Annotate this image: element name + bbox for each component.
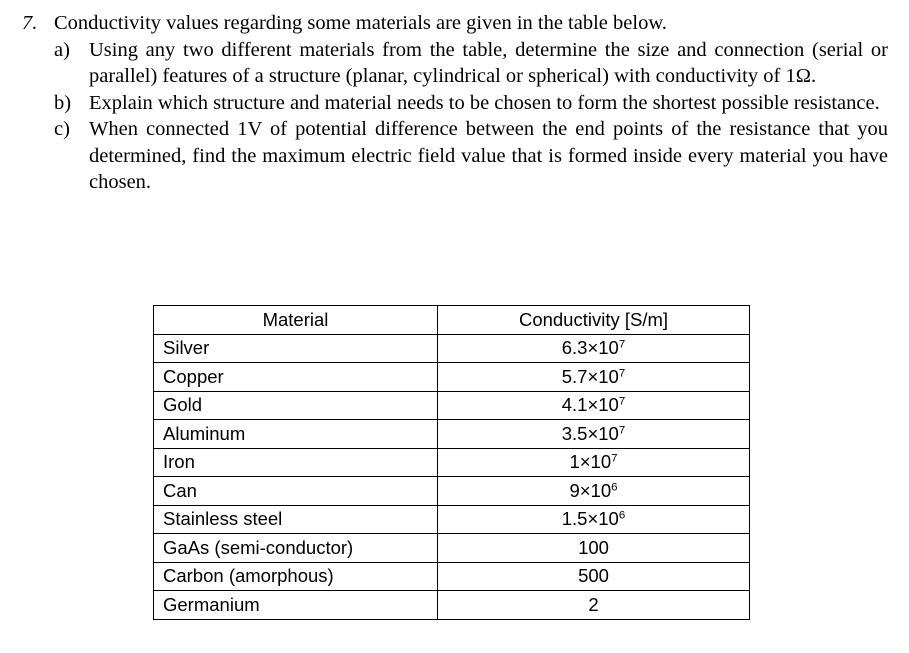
- conductivity-mantissa: 4.1×10: [561, 394, 619, 416]
- conductivity-exponent: 7: [618, 395, 626, 408]
- question-block: [22, 10, 888, 196]
- part-text: Using any two different materials from the table, determine the size and connection (serial or parallel) features of a structure (planar, cylindrical or spherical) with conductivity of 1Ω.: [89, 38, 888, 87]
- conductivity-mantissa: 500: [578, 565, 609, 587]
- material-cell: GaAs (semi-conductor): [154, 534, 438, 563]
- table-row: [154, 534, 750, 563]
- conductivity-mantissa: 3.5×10: [561, 422, 619, 444]
- conductivity-mantissa: 6.3×10: [561, 337, 619, 359]
- table-row: [154, 363, 750, 392]
- conductivity-exponent: 6: [618, 509, 626, 522]
- conductivity-exponent: 7: [618, 338, 626, 351]
- part-label: c): [54, 118, 70, 140]
- question-part-c: [54, 116, 888, 196]
- table-row: [154, 334, 750, 363]
- conductivity-cell: [438, 534, 750, 563]
- table-row: [154, 477, 750, 506]
- conductivity-cell: [438, 562, 750, 591]
- table-row: [154, 391, 750, 420]
- table-header-row: [154, 306, 750, 335]
- conductivity-cell: [438, 505, 750, 534]
- conductivity-mantissa: 1×10: [569, 451, 612, 473]
- conductivity-mantissa: 2: [588, 593, 599, 615]
- conductivity-exponent: 6: [611, 481, 618, 494]
- conductivity-cell: [438, 363, 750, 392]
- question-header: [22, 10, 888, 37]
- conductivity-exponent: 7: [618, 424, 626, 437]
- header-conductivity: Conductivity [S/m]: [438, 306, 750, 335]
- conductivity-cell: [438, 448, 750, 477]
- table-row: [154, 591, 750, 620]
- conductivity-mantissa: 5.7×10: [561, 365, 619, 387]
- material-cell: Gold: [154, 391, 438, 420]
- conductivity-table: [153, 305, 750, 620]
- question-part-b: [54, 90, 888, 117]
- question-part-a: [54, 37, 888, 90]
- part-text: When connected 1V of potential difference between the end points of the resistance that you determined, find the maximum electric field value that is formed inside every material you have chosen.: [89, 118, 888, 193]
- table-row: [154, 420, 750, 449]
- material-cell: Silver: [154, 334, 438, 363]
- part-text: Explain which structure and material needs to be chosen to form the shortest possible resistance.: [89, 91, 880, 114]
- part-label: b): [54, 91, 72, 114]
- material-cell: Germanium: [154, 591, 438, 620]
- question-number: 7.: [22, 12, 38, 34]
- material-cell: Carbon (amorphous): [154, 562, 438, 591]
- conductivity-mantissa: 1.5×10: [561, 508, 619, 530]
- conductivity-cell: [438, 334, 750, 363]
- material-cell: Can: [154, 477, 438, 506]
- material-cell: Stainless steel: [154, 505, 438, 534]
- conductivity-mantissa: 100: [578, 536, 609, 558]
- header-material: Material: [154, 306, 438, 335]
- table-row: [154, 448, 750, 477]
- conductivity-mantissa: 9×10: [569, 479, 612, 501]
- conductivity-exponent: 7: [611, 452, 618, 465]
- conductivity-exponent: 7: [618, 367, 626, 380]
- table-row: [154, 562, 750, 591]
- table-row: [154, 505, 750, 534]
- conductivity-cell: [438, 420, 750, 449]
- part-label: a): [54, 38, 70, 61]
- conductivity-cell: [438, 477, 750, 506]
- material-cell: Aluminum: [154, 420, 438, 449]
- conductivity-cell: [438, 391, 750, 420]
- material-cell: Copper: [154, 363, 438, 392]
- material-cell: Iron: [154, 448, 438, 477]
- conductivity-cell: [438, 591, 750, 620]
- question-intro: Conductivity values regarding some materials are given in the table below.: [54, 12, 667, 34]
